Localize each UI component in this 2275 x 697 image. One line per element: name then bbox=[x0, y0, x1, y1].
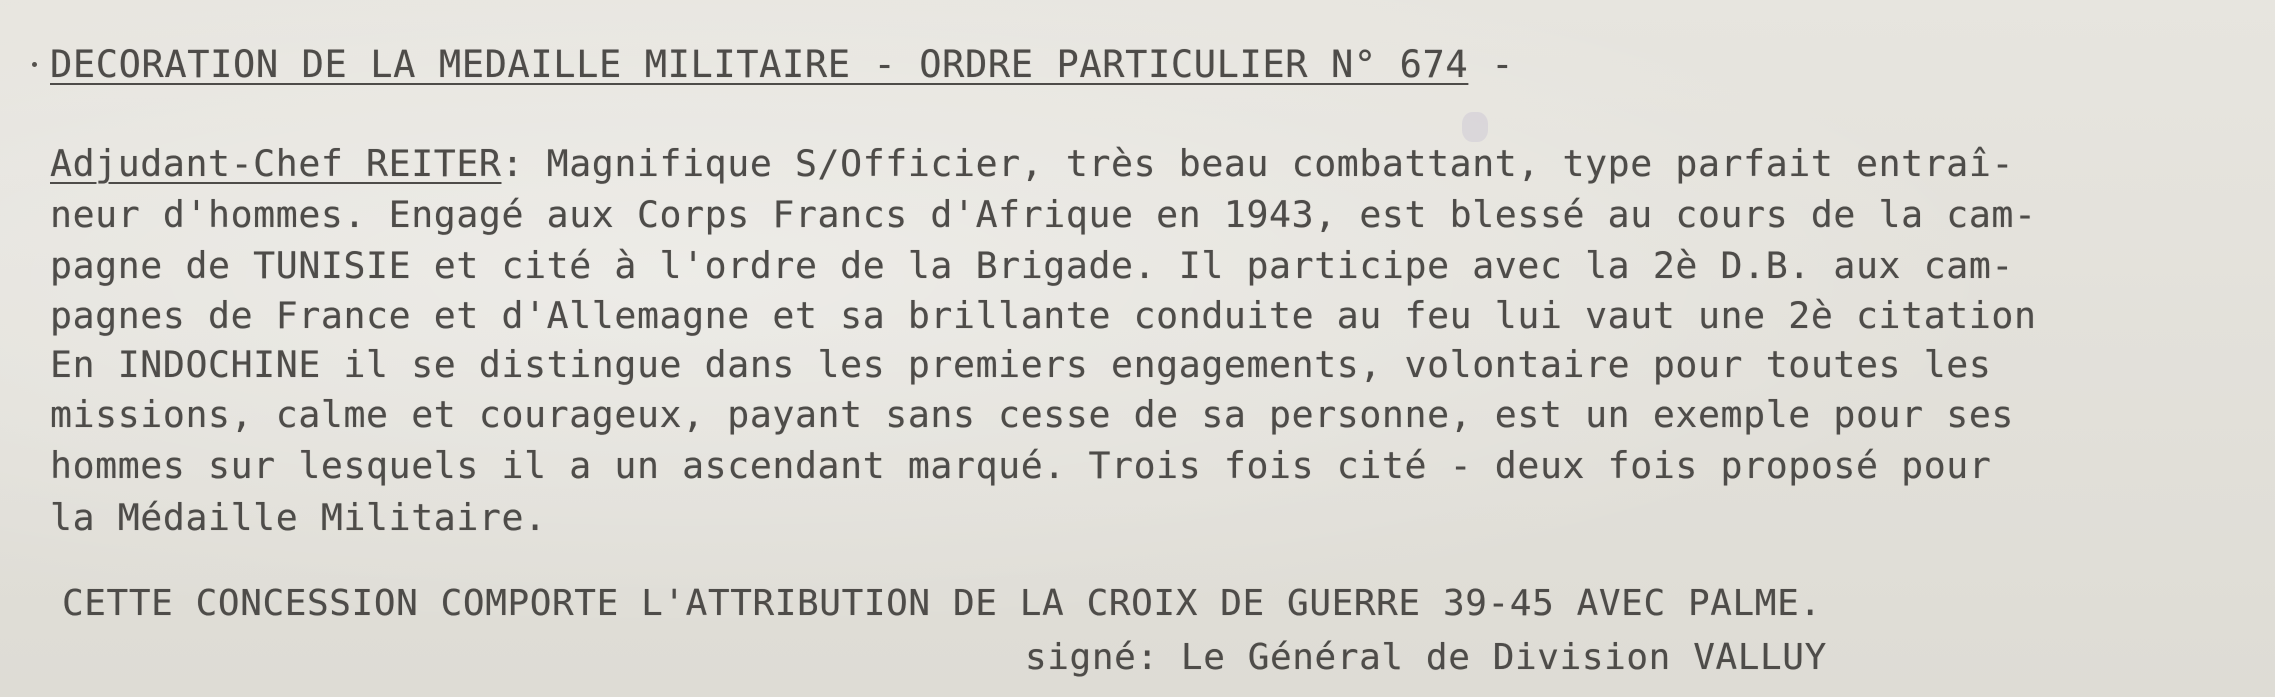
ink-smudge bbox=[1462, 112, 1488, 142]
citation-line-7: hommes sur lesquels il a un ascendant marqué. Trois fois cité - deux fois proposé pour bbox=[50, 444, 1992, 487]
document-title-line bbox=[50, 43, 1515, 86]
citation-line-1-text: : Magnifique S/Officier, très beau combattant, type parfait entraî- bbox=[501, 142, 2015, 185]
citation-line-3: pagne de TUNISIE et cité à l'ordre de la Brigade. Il participe avec la 2è D.B. aux cam- bbox=[50, 244, 2015, 287]
bullet-dot bbox=[32, 62, 37, 67]
signature-line: signé: Le Général de Division VALLUY bbox=[1025, 637, 1827, 678]
citation-line-1 bbox=[50, 142, 2015, 185]
title-trailing-dash: - bbox=[1468, 43, 1515, 86]
citation-line-4: pagnes de France et d'Allemagne et sa brillante conduite au feu lui vaut une 2è citation bbox=[50, 294, 2037, 337]
citation-line-6: missions, calme et courageux, payant sans cesse de sa personne, est un exemple pour ses bbox=[50, 393, 2015, 436]
document-title: DECORATION DE LA MEDAILLE MILITAIRE - ORDRE PARTICULIER N° 674 bbox=[50, 43, 1469, 86]
concession-statement: CETTE CONCESSION COMPORTE L'ATTRIBUTION DE LA CROIX DE GUERRE 39-45 AVEC PALME. bbox=[62, 583, 1822, 624]
citation-line-2: neur d'hommes. Engagé aux Corps Francs d'Afrique en 1943, est blessé au cours de la cam- bbox=[50, 193, 2037, 236]
citation-line-8: la Médaille Militaire. bbox=[50, 496, 547, 539]
recipient-name: Adjudant-Chef REITER bbox=[50, 142, 502, 185]
citation-line-5: En INDOCHINE il se distingue dans les premiers engagements, volontaire pour toutes les bbox=[50, 343, 1992, 386]
